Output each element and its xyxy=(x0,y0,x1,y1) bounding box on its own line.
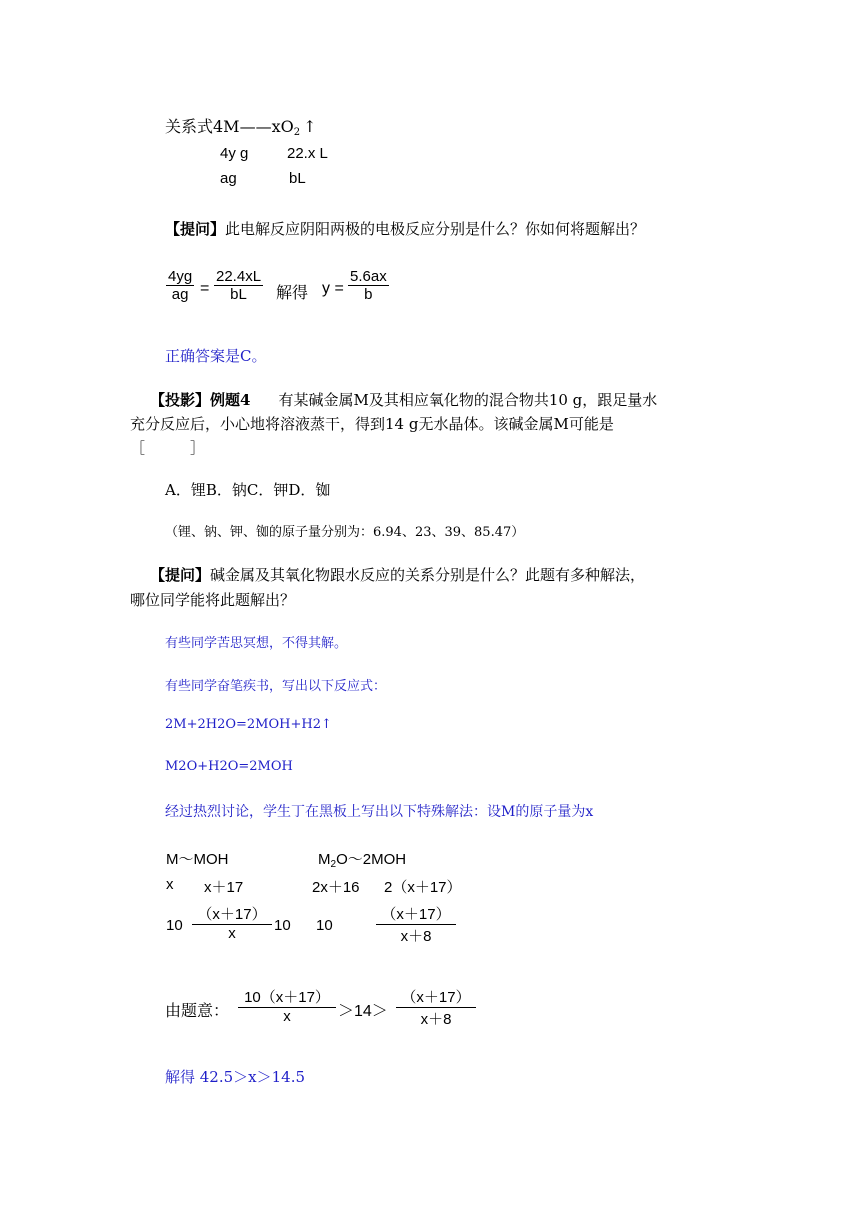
question-2-line2: 哪位同学能将此题解出？ xyxy=(130,591,296,609)
relation-oxygen: xO xyxy=(271,117,294,136)
relation-row2-col2: bL xyxy=(289,170,306,187)
question-1 xyxy=(165,218,645,239)
atomic-mass-note: （锂、钠、钾、铷的原子量分别为：6.94、23、39、85.47） xyxy=(165,525,525,540)
reaction-2: M2O+H2O=2MOH xyxy=(165,759,293,774)
inequality-fraction-2: （x＋17） x＋8 xyxy=(396,986,476,1029)
equals-sign: = xyxy=(200,280,210,297)
calc-c1: x xyxy=(166,876,174,893)
solution-line: 解得 42.5＞x＞14.5 xyxy=(165,1068,306,1086)
calc-c3: 2x＋16 xyxy=(312,879,360,896)
relation-subscript: 2 xyxy=(293,127,301,138)
calc-header-1: M～MOH xyxy=(166,851,229,868)
inequality-lead: 由题意： xyxy=(165,1003,230,1020)
inequality-middle: ＞14＞ xyxy=(338,1003,388,1020)
inequality-fraction-1: 10（x＋17） x xyxy=(238,986,336,1025)
relation-dash: —— xyxy=(239,117,272,136)
calc-c7: 10 xyxy=(316,917,333,934)
relation-row1-col1: 4y g xyxy=(220,145,249,162)
calc-fraction-2: （x＋17） x＋8 xyxy=(376,903,456,946)
fraction-22-4xl-bl: 22.4xL bL xyxy=(216,268,262,303)
options-line: A．锂B．钠C．钾D．铷 xyxy=(165,481,331,499)
calc-header-2: $M_2O\sim 2MOH$ xyxy=(318,851,407,870)
relation-line xyxy=(165,114,317,138)
example-label: 例题4 xyxy=(210,391,251,409)
reaction-1: 2M+2H2O=2MOH+H2↑ xyxy=(165,717,332,732)
calc-c4: 2（x＋17） xyxy=(384,879,462,896)
question-text: 碱金属及其氧化物跟水反应的关系分别是什么？此题有多种解法， xyxy=(210,566,646,584)
y-equals: y = xyxy=(322,280,344,297)
correct-answer: 正确答案是C。 xyxy=(165,347,267,365)
question-tag: 【提问】 xyxy=(165,220,226,238)
relation-row2-col1: ag xyxy=(220,170,237,187)
up-arrow-icon: ↑ xyxy=(303,117,317,136)
discussion-line-1: 有些同学苦思冥想，不得其解。 xyxy=(165,636,348,651)
example-4-line2: 充分反应后，小心地将溶液蒸干，得到14 g无水晶体。该碱金属M可能是 xyxy=(130,415,614,433)
solve-label: 解得 xyxy=(276,285,309,302)
calc-fraction-1: （x＋17） x xyxy=(192,903,272,942)
answer-bracket: ［ ］ xyxy=(130,439,206,457)
projection-tag: 【投影】 xyxy=(150,391,211,409)
question-tag: 【提问】 xyxy=(150,566,211,584)
relation-prefix: 关系式4M xyxy=(165,117,240,136)
fraction-5-6ax-b: 5.6ax b xyxy=(350,268,387,303)
example-4-line1 xyxy=(150,389,657,410)
calc-c5: 10 xyxy=(166,917,183,934)
question-2-line1 xyxy=(150,564,645,585)
discussion-line-2: 有些同学奋笔疾书，写出以下反应式： xyxy=(165,679,387,694)
calc-c2: x＋17 xyxy=(204,879,244,896)
calc-c6: 10 xyxy=(274,917,291,934)
discussion-line-3: 经过热烈讨论，学生丁在黑板上写出以下特殊解法：设M的原子量为x xyxy=(165,804,594,820)
relation-row1-col2: 22.x L xyxy=(287,145,328,162)
question-text: 此电解反应阴阳两极的电极反应分别是什么？你如何将题解出？ xyxy=(225,220,646,238)
example-text-1: 有某碱金属M及其相应氧化物的混合物共10 g，跟足量水 xyxy=(278,391,658,409)
fraction-4yg-ag: 4yg ag xyxy=(168,268,193,303)
